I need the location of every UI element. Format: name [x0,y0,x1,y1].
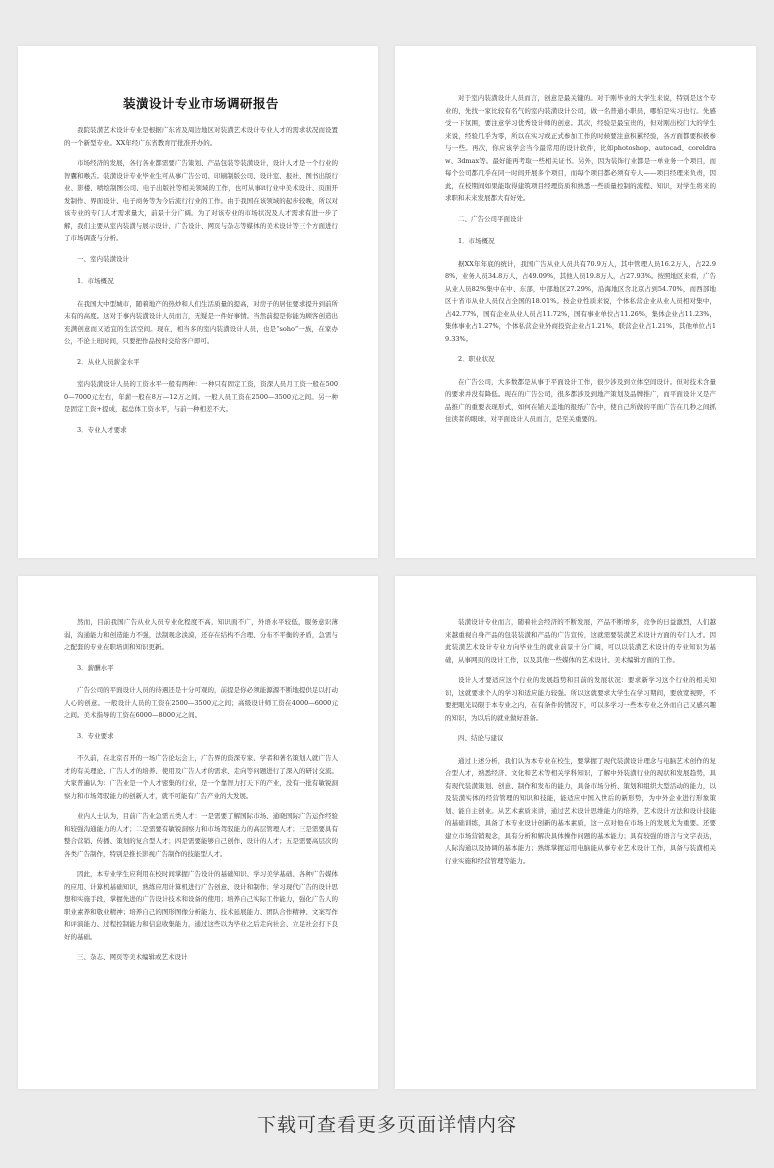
body-paragraph: 据XX年年底的统计，我国广告从业人员共有70.9万人，其中管理人员16.2万人，占22.98%，业务人员34.8万人，占49.09%，其他人员19.8万人，占27.93%。按照地区来看，广告从业人员82%集中在中、东部，中部地区27.29%，沿海地区含北京占到54.70%，而西部地区十省市从业人员仅占全国的18.01%。按企业性质来说，个体私营企业从业人员相对集中，占42.77%，国有企业从业人员占11.72%，国有事业单位占11.26%，集体企业占11.23%，集体事业占1.27%，个体私营企业外商投资企业占1.21%，联营企业占1.21%，其他单位占19.33%。 [445,259,716,343]
section-heading: 3．专业要求 [77,731,114,740]
body-paragraph: 在广告公司，大多数都是从事于平面设计工作，很少涉及到立体空间设计。但对技术含量的要求并没有降低。现在的广告公司，很多都涉及到地产策划及品牌推广，而平面设计又是产品推广的重要表现形式，如何在铺天盖地的报纸广告中，使自己所做的平面广告在几秒之间抓住读者的眼球，对平面设计人员而言，是至关重要的。 [445,377,716,423]
section-heading: 3．薪酬水平 [77,663,114,672]
document-title: 装潢设计专业市场调研报告 [122,96,279,111]
body-paragraph: 我院装潢艺术设计专业是根据广东省及周边地区对装潢艺术设计专业人才的需求状况而设置的一个新型专业。XX年经广东省教育厅批准开办的。 [64,126,338,147]
body-paragraph: 在我国大中型城市，随着地产的热炒和人们生活质量的提高，对房子的居住要求提升到前所未有的高度。这对于事内装潢设计人员而言，无疑是一件好事情。当然前提是你能为顾客创造出充满创意而又适宜的生活空间。现在，相当多的室内装潢设计人员，也是“soho”一族，在家办公，不论上班时间，只要把作品按时交给客户即可。 [64,299,338,345]
body-paragraph: 对于室内装潢设计人员而言，创意是最关键的。对于刚毕业的大学生来说，特别是这个专业的，先找一家比较有名气的室内装潢设计公司，做一名普通小职员，哪怕是实习也行。先感受一下氛围，要注意学习优秀设计师的创意。其次，经验是最宝贵的，但对刚出校门大的学生来说，经验几乎为零，所以在实习或正式参加工作的时候要注意积累经验，各方面都要积极参与一些。再次，你应该学会当今最常用的设计软件，比如photoshop、autocad、coreldraw、3dmax等。最好能再考取一些相关证书。另外，因为装饰行业都是一单业务一个项目，而每个公司都几乎在同一时间开展多个项目，而每个项目都必须有专人——项目经理来负责，因此，在校期间如果能取得建筑项目经理资质和熟悉一些质量控制的流程、知识，对学生将来的求职和未来发展都大有好处。 [445,94,716,202]
body-paragraph: 业内人士认为，目前广告业急需五类人才：一是需要了解国际市场、通晓国际广告运作经验和较强沟通能力的人才；二是需要有敏锐洞察力和市场驾驭能力的高层管理人才；三是需要具有整合营销、传播、策划的复合型人才；四是需要能够自己创作、设计的人才；五是需要高层次的各类广告制作，特别是推长影视广告制作的技能型人才。 [64,812,338,858]
page-2-content [445,92,716,426]
page-1-content [64,124,338,436]
section-heading: 二、广告公司平面设计 [458,214,523,223]
section-heading: 1．市场概况 [458,237,495,245]
section-heading: 四、结论与建议 [458,734,504,742]
section-heading: 2．职业状况 [458,355,495,363]
section-heading: 一、室内装潢设计 [77,254,129,263]
download-more-caption[interactable]: 下载可查看更多页面详情内容 [256,1114,517,1136]
body-paragraph: 通过上述分析，我们认为本专业在校生，要掌握了现代装潢设计理念与电脑艺术创作的复合型人才，熟悉经济、文化和艺术等相关学科知识，了解中外装潢行业的现状和发展趋势，具有现代装潢策划、创意、制作和发布的能力，具备市场分析、策划和组织大型活动的能力，以及装潢实体的经营管理的知识和技能，能适应中国入世后的新形势，为中外企业进行形象策划、能自主创业。从艺术素质来讲，通过艺术设计思维能力的培养，艺术设计方法和设计技能的基础训练，具备了本专业设计创新的基本素质，这一点对他在市场上的发展尤为重要。还要建立市场营销观念，具有分析和解决具体操作问题的基本能力；具有较强的语言与文字表达，人际沟通以及协调的基本能力；熟练掌握运用电脑能从事专业艺术设计工作，具备与装潢相关行业实施和经营管理等能力。 [445,756,716,865]
page-3-content [64,616,338,964]
body-paragraph: 装潢设计专业而言，随着社会经济的不断发展，产品不断增多，竞争的日益激烈，人们越来越重视自身产品的包装装潢和产品的广告宣传，这就需要装潢艺术设计方面的专门人才。因此装潢艺术设计专业方向毕业生的就业前景十分广阔，可以以装潢艺术设计的专业知识为基础，从事网页的设计工作，以及其他一些媒体的艺术设计、美术编辑方面的工作。 [445,618,716,664]
page-4-content [445,616,716,867]
document-page-1 [18,46,378,558]
document-page-2 [395,46,756,558]
body-paragraph: 不久前，在北京召开的一场广告论坛会上，广告界的资深专家、学者和著名策划人就广告人才的有关理论、广告人才的培养、使用及广告人才的需求、走向等问题进行了深入的研讨交流。大家普遍认为：广告业是一个人才密集的行业，是一个靠智力打天下的产业，没有一批有敏锐洞察力和市场驾驭能力的创新人才，就不可能有广告产业的大发展。 [64,754,338,800]
body-paragraph: 广告公司的平面设计人员的待遇还是十分可观的，前提是你必须能源源不断地提供足以打动人心的创意。一般设计人员的工资在2500—3500元之间；高级设计师工资在4000—6000元之间。美术指导的工资在6000—8000元之间。 [64,686,338,719]
body-paragraph: 然而，目前我国广告从业人员专业化程度不高，知识面不广，外语水平较低，服务意识薄弱，沟通能力和创造能力不强，法制观念淡漠，还存在结构不合理、分布不平衡的矛盾，急需与之配套的专业在职培训和知识更新。 [64,618,338,651]
body-paragraph: 市场经济的发展，各行各业都需要广告策划、产品包装等装潢设计，设计人才是一个行业的智囊和喉舌。装潢设计专业毕业生可从事广告公司、印刷制版公司、设计室、报社、图书出版行业、影楼、喷绘制图公司、电子出版社等相关领域的工作，也可从事it行业中美术设计、页面开发制作、界面设计、电子商务等为今后流行行业的工作。由于我国在该领域的起步较晚，所以对该专业的专门人才需求量大，前景十分广阔。为了对该专业的市场状况及人才需求有进一步了解，我们主要从室内装潢与展示设计、广告设计、网页与杂志等媒体的美术设计等三个方面进行了市场调查与分析。 [64,159,338,242]
body-paragraph: 室内装潢设计人员的工资水平一般有两种：一种只有固定工资，资深人员月工资一般在5000—7000元左右，年薪一般在8万—12万之间。一般人员工资在2500—3500元之间。另一种是固定工资+提成，起总体工资水平，与前一种相差不大。 [64,380,338,413]
section-heading: 1．市场概况 [77,277,114,285]
body-paragraph: 因此，本专业学生应利用在校时间掌握广告设计的基础知识、学习美学基础、各种广告媒体的应用、计算机基础知识，熟练应用计算机进行广告创意、设计和制作；学习现代广告的设计思想和实施手段，掌握先进的广告设计技术和设备的使用；培养自己实际工作能力，强化广告人的职业素养和敬业精神；培养自己的图形图像分析能力、技术延展能力、团队合作精神、文案写作和评演能力、过程控制能力和信息收集能力，通过这些以为毕业之后走向社会、立足社会打下良好的基础。 [64,870,338,941]
section-heading: 2．从业人员薪金水平 [77,357,140,366]
document-page-4 [395,576,756,1089]
section-heading: 三、杂志、网页等美术编辑或艺术设计 [77,953,188,961]
section-heading: 3．专业人才要求 [77,425,127,434]
document-page-3 [18,576,378,1089]
body-paragraph: 设计人才要适应这个行业的发展趋势和目前的发展状况：要求新学习这个行业的相关知识，这就要求个人的学习和适应能力较强。所以这就要求大学生在学习期间，要放宽视野，不要把眼光局限于本专业之内，在有条件的情况下，可以多学习一些本专业之外而自己又感兴趣的知识，为以后的就业做好准备。 [445,676,716,722]
